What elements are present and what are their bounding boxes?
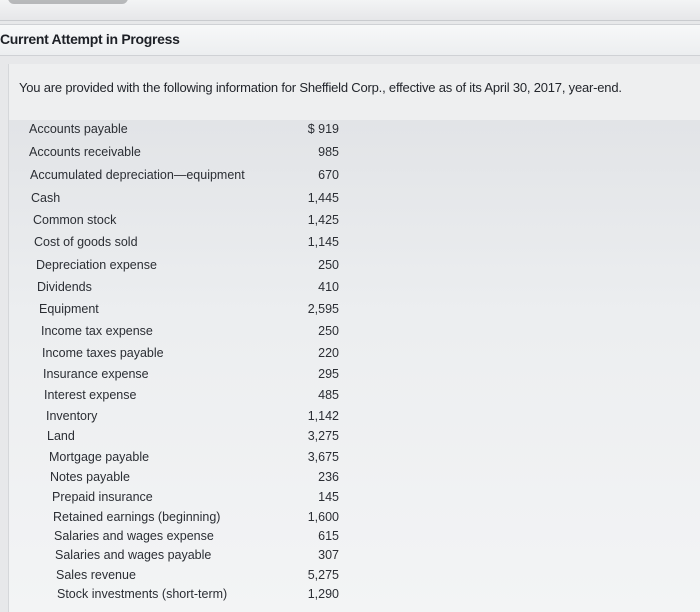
account-label: Prepaid insurance bbox=[52, 490, 153, 504]
attempt-header bbox=[0, 24, 700, 56]
account-amount: 1,445 bbox=[307, 191, 339, 205]
account-label: Mortgage payable bbox=[49, 450, 150, 464]
account-row bbox=[50, 470, 339, 490]
question-panel bbox=[8, 64, 700, 612]
account-row bbox=[34, 235, 339, 255]
account-label: Income tax expense bbox=[41, 324, 153, 338]
account-row bbox=[56, 568, 339, 588]
account-label: Equipment bbox=[39, 302, 99, 316]
account-label: Retained earnings (beginning) bbox=[53, 510, 221, 524]
account-amount: 1,425 bbox=[307, 213, 339, 227]
account-row bbox=[44, 388, 339, 408]
question-intro: You are provided with the following information for Sheffield Corp., effective as of its April 30, 2017, year-end. bbox=[19, 80, 622, 95]
account-label: Salaries and wages expense bbox=[54, 529, 214, 543]
account-amount: 1,145 bbox=[307, 235, 339, 249]
account-label: Accumulated depreciation—equipment bbox=[30, 168, 245, 182]
account-row bbox=[37, 280, 339, 300]
account-amount: 145 bbox=[318, 490, 339, 504]
account-row bbox=[41, 324, 339, 344]
account-row bbox=[46, 409, 339, 429]
account-amount: 220 bbox=[318, 346, 339, 360]
account-amount: 3,675 bbox=[307, 450, 339, 464]
account-amount: 250 bbox=[318, 324, 339, 338]
account-label: Stock investments (short-term) bbox=[57, 587, 228, 601]
account-row bbox=[33, 213, 339, 233]
cut-off-heading bbox=[8, 0, 128, 4]
account-row bbox=[43, 367, 339, 387]
account-label: Dividends bbox=[37, 280, 92, 294]
account-label: Cost of goods sold bbox=[34, 235, 138, 249]
account-label: Inventory bbox=[46, 409, 98, 423]
account-row bbox=[55, 548, 339, 568]
account-label: Salaries and wages payable bbox=[55, 548, 212, 562]
account-label: Accounts payable bbox=[29, 122, 128, 136]
account-row bbox=[42, 346, 339, 366]
account-label: Notes payable bbox=[50, 470, 130, 484]
account-row bbox=[49, 450, 339, 470]
account-row bbox=[52, 490, 339, 510]
account-amount: 307 bbox=[318, 548, 339, 562]
account-label: Insurance expense bbox=[43, 367, 149, 381]
account-amount: 250 bbox=[318, 258, 339, 272]
account-row bbox=[29, 145, 339, 165]
account-amount: 3,275 bbox=[307, 429, 339, 443]
account-label: Sales revenue bbox=[56, 568, 136, 582]
account-label: Common stock bbox=[33, 213, 117, 227]
account-label: Land bbox=[47, 429, 75, 443]
account-amount: 985 bbox=[318, 145, 339, 159]
account-row bbox=[29, 122, 339, 142]
account-row bbox=[31, 191, 339, 211]
attempt-status-title: Current Attempt in Progress bbox=[0, 31, 180, 47]
account-amount: $ 919 bbox=[307, 122, 339, 136]
account-row bbox=[47, 429, 339, 449]
account-amount: 2,595 bbox=[307, 302, 339, 316]
account-amount: 236 bbox=[318, 470, 339, 484]
account-row bbox=[30, 168, 339, 188]
accounts-table bbox=[9, 120, 700, 612]
account-row bbox=[53, 510, 339, 530]
account-row bbox=[54, 529, 339, 549]
account-label: Accounts receivable bbox=[29, 145, 141, 159]
account-label: Interest expense bbox=[44, 388, 137, 402]
account-label: Cash bbox=[31, 191, 61, 205]
account-amount: 670 bbox=[318, 168, 339, 182]
account-amount: 295 bbox=[318, 367, 339, 381]
account-amount: 1,142 bbox=[307, 409, 339, 423]
account-row bbox=[36, 258, 339, 278]
account-amount: 485 bbox=[318, 388, 339, 402]
account-row bbox=[39, 302, 339, 322]
account-amount: 410 bbox=[318, 280, 339, 294]
account-amount: 1,290 bbox=[307, 587, 339, 601]
account-amount: 1,600 bbox=[307, 510, 339, 524]
account-amount: 615 bbox=[318, 529, 339, 543]
account-label: Depreciation expense bbox=[36, 258, 157, 272]
account-amount: 5,275 bbox=[307, 568, 339, 582]
top-strip bbox=[0, 0, 700, 21]
account-label: Income taxes payable bbox=[42, 346, 164, 360]
account-row bbox=[57, 587, 339, 607]
